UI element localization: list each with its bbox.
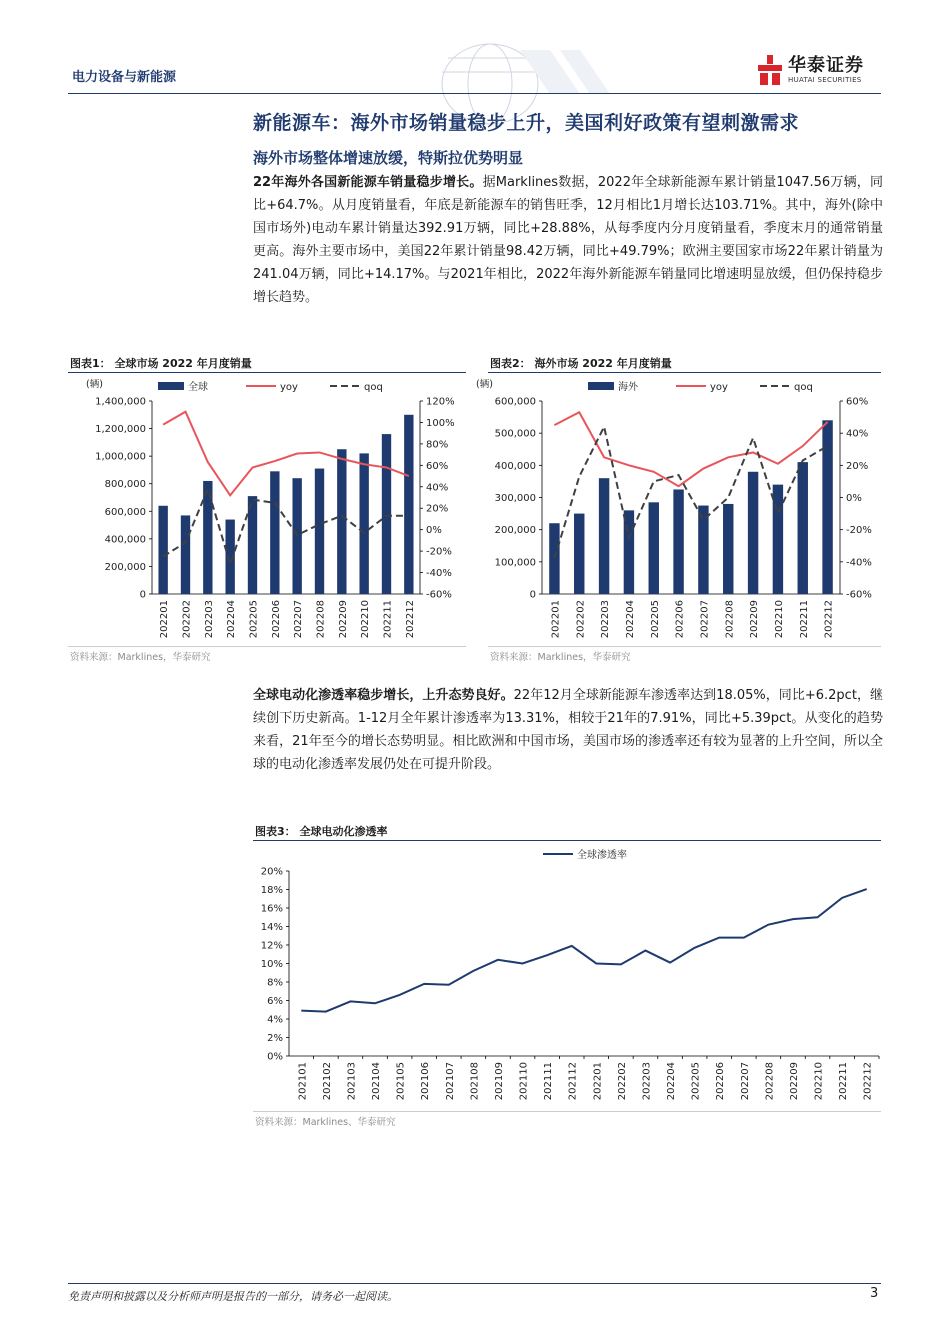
figure2-source-divider [488,646,881,647]
global-penetration-rate-chart [253,841,881,1111]
x-tick-label: 202202 [181,600,193,639]
y-right-tick-label: 60% [846,396,869,408]
x-tick-label: 202101 [297,1062,309,1101]
x-tick-label: 202212 [862,1062,874,1101]
x-tick-label: 202210 [813,1062,825,1101]
x-tick-label: 202203 [641,1062,653,1101]
y-right-tick-label: -40% [846,557,872,569]
page-number: 3 [870,1286,879,1301]
legend-label: 全球 [188,382,208,393]
x-tick-label: 202205 [649,600,661,639]
x-tick-label: 202202 [616,1062,628,1101]
figure2-title: 图表2： 海外市场 2022 年月度销量 [490,357,672,370]
y-right-tick-label: 60% [426,460,449,472]
yoy-line [554,412,827,486]
y-left-tick-label: 1,400,000 [95,396,146,408]
y-tick-label: 12% [260,940,283,952]
legend-swatch-bar [588,382,614,390]
x-tick-label: 202102 [321,1062,333,1101]
paragraph-lead: 22年海外各国新能源车销量稳步增长。 [253,175,483,190]
y-right-tick-label: 20% [426,503,449,515]
x-tick-label: 202205 [690,1062,702,1101]
x-tick-label: 202208 [724,600,736,639]
x-tick-label: 202109 [493,1062,505,1101]
y-right-tick-label: 0% [846,493,862,504]
x-tick-label: 202206 [270,600,282,639]
y-right-tick-label: -60% [426,589,452,601]
bar [382,434,391,594]
page-title: 新能源车：海外市场销量稳步上升，美国利好政策有望刺激需求 [253,112,800,134]
y-tick-label: 14% [260,922,283,933]
y-left-tick-label: 600,000 [104,506,146,518]
y-left-tick-label: 300,000 [494,493,536,504]
figure1-source: 资料来源：Marklines，华泰研究 [70,652,211,663]
y-tick-label: 10% [260,959,283,970]
x-tick-label: 202110 [518,1062,530,1101]
legend-label: qoq [364,382,383,393]
bar [270,471,279,594]
globe-watermark-icon [420,36,620,96]
y-left-tick-label: 200,000 [104,561,146,573]
bar [748,472,758,594]
company-logo [758,55,864,85]
figure1-title: 图表1： 全球市场 2022 年月度销量 [70,357,252,370]
y-right-tick-label: 100% [426,417,455,429]
y-right-tick-label: 80% [426,439,449,451]
legend-label: qoq [794,382,813,393]
x-tick-label: 202211 [838,1062,850,1101]
bar [624,510,634,594]
x-tick-label: 202209 [788,1062,800,1101]
bar [248,496,257,594]
x-tick-label: 202201 [592,1062,604,1101]
x-tick-label: 202206 [674,600,686,639]
y-right-tick-label: 120% [426,396,455,408]
y-unit-label: (辆) [86,379,103,390]
y-left-tick-label: 0 [139,589,146,601]
bar [181,515,190,594]
bar [315,469,324,594]
x-tick-label: 202201 [550,600,562,639]
penetration-rate-line [301,889,866,1012]
legend-swatch-bar [158,382,184,390]
overseas-monthly-sales-chart [476,373,883,645]
x-tick-label: 202203 [600,600,612,639]
figure3-title: 图表3： 全球电动化渗透率 [255,825,388,838]
footer-disclaimer: 免责声明和披露以及分析师声明是报告的一部分，请务必一起阅读。 [68,1290,398,1303]
x-tick-label: 202106 [420,1062,432,1101]
bar [549,523,559,594]
y-left-tick-label: 100,000 [494,557,536,569]
y-tick-label: 4% [267,1014,283,1026]
header-section: 电力设备与新能源 [72,70,177,85]
y-left-tick-label: 1,200,000 [95,424,146,436]
y-left-tick-label: 600,000 [494,396,536,408]
header-divider [68,93,881,94]
legend-label: yoy [710,382,728,393]
y-unit-label: (辆) [476,379,493,390]
bar [773,485,783,594]
y-right-tick-label: -20% [426,546,452,558]
bar [798,462,808,594]
bar [673,489,683,594]
x-tick-label: 202207 [739,1062,751,1101]
x-tick-label: 202107 [444,1062,456,1101]
x-tick-label: 202212 [823,600,835,639]
x-tick-label: 202108 [469,1062,481,1101]
x-tick-label: 202207 [293,600,305,639]
y-left-tick-label: 400,000 [494,460,536,472]
x-tick-label: 202205 [248,600,260,639]
y-left-tick-label: 400,000 [104,534,146,546]
y-tick-label: 0% [267,1051,283,1063]
y-left-tick-label: 500,000 [494,428,536,440]
paragraph-lead: 全球电动化渗透率稳步增长，上升态势良好。 [253,688,514,703]
x-tick-label: 202204 [666,1062,678,1101]
x-tick-label: 202111 [543,1062,555,1101]
qoq-line [163,489,409,564]
figure1-source-divider [68,646,466,647]
bar [337,449,346,594]
bar [404,415,413,594]
y-tick-label: 8% [267,977,283,989]
x-tick-label: 202203 [203,600,215,639]
x-tick-label: 202210 [360,600,372,639]
x-tick-label: 202211 [382,600,394,639]
x-tick-label: 202208 [764,1062,776,1101]
footer-divider [68,1283,881,1284]
legend-label: yoy [280,382,298,393]
y-left-tick-label: 800,000 [104,479,146,491]
y-left-tick-label: 1,000,000 [95,451,146,463]
x-tick-label: 202201 [159,600,171,639]
legend-label: 海外 [618,382,638,393]
x-tick-label: 202210 [773,600,785,639]
qoq-line [554,427,827,559]
y-right-tick-label: 0% [426,525,442,537]
legend-label: 全球渗透率 [577,850,627,861]
x-tick-label: 202212 [404,600,416,639]
figure2-source: 资料来源：Marklines，华泰研究 [490,652,631,663]
x-tick-label: 202105 [395,1062,407,1101]
huatai-logo-icon [758,55,782,85]
y-right-tick-label: -60% [846,589,872,601]
y-right-tick-label: -40% [426,568,452,580]
x-tick-label: 202103 [346,1062,358,1101]
bar [822,420,832,594]
y-right-tick-label: -20% [846,525,872,537]
yoy-line [163,412,409,496]
y-tick-label: 2% [267,1033,283,1044]
paragraph-body: 据Marklines数据，2022年全球新能源车累计销量1047.56万辆，同比+64.7%。从月度销量看，年底是新能源车的销售旺季，12月相比1月增长达103.71%。其中，海外(除中国市场外)电动车累计销量达392.91万辆，同比+28.88%，从每季度内分月度销量看，季度末月的通常销量更高。海外主要市场中，美国22年累计销量98.42万辆，同比+49.79%；欧洲主要国家市场22年累计销量为241.04万辆，同比+14.17%。与2021年相比，2022年海外新能源车销量同比增速明显放缓，但仍保持稳步增长趋势。 [253,175,884,305]
y-left-tick-label: 200,000 [494,525,536,537]
paragraph-body: 22年12月全球新能源车渗透率达到18.05%，同比+6.2pct，继续创下历史新高。1-12月全年累计渗透率为13.31%，相较于21年的7.91%，同比+5.39pct。从变化的趋势来看，21年至今的增长态势明显。相比欧洲和中国市场，美国市场的渗透率还有较为显著的上升空间，所以全球的电动化渗透率发展仍处在可提升阶段。 [253,688,883,772]
bar [359,453,368,594]
x-tick-label: 202207 [699,600,711,639]
y-tick-label: 6% [267,996,283,1007]
paragraph-penetration [253,684,883,776]
y-left-tick-label: 0 [529,589,536,601]
section-subtitle: 海外市场整体增速放缓，特斯拉优势明显 [253,149,524,167]
bar [599,478,609,594]
y-tick-label: 20% [260,866,283,878]
logo-name-en: HUATAI SECURITIES [788,76,862,84]
figure3-source: 资料来源：Marklines、华泰研究 [255,1117,396,1128]
y-tick-label: 18% [260,885,283,896]
bar [574,514,584,594]
bar [698,506,708,594]
figure3-source-divider [253,1111,881,1112]
bar [649,502,659,594]
logo-name-cn: 华泰证券 [788,55,864,76]
y-right-tick-label: 40% [426,482,449,494]
y-right-tick-label: 40% [846,428,869,440]
paragraph-overseas-sales [253,171,883,309]
x-tick-label: 202104 [371,1062,383,1101]
x-tick-label: 202206 [715,1062,727,1101]
bar [723,504,733,594]
y-right-tick-label: 20% [846,460,869,472]
global-monthly-sales-chart [68,373,468,645]
bar [158,506,167,594]
x-tick-label: 202202 [575,600,587,639]
x-tick-label: 202209 [337,600,349,639]
x-tick-label: 202208 [315,600,327,639]
x-tick-label: 202112 [567,1062,579,1101]
x-tick-label: 202211 [798,600,810,639]
y-tick-label: 16% [260,903,283,915]
x-tick-label: 202209 [749,600,761,639]
x-tick-label: 202204 [226,600,238,639]
x-tick-label: 202204 [624,600,636,639]
